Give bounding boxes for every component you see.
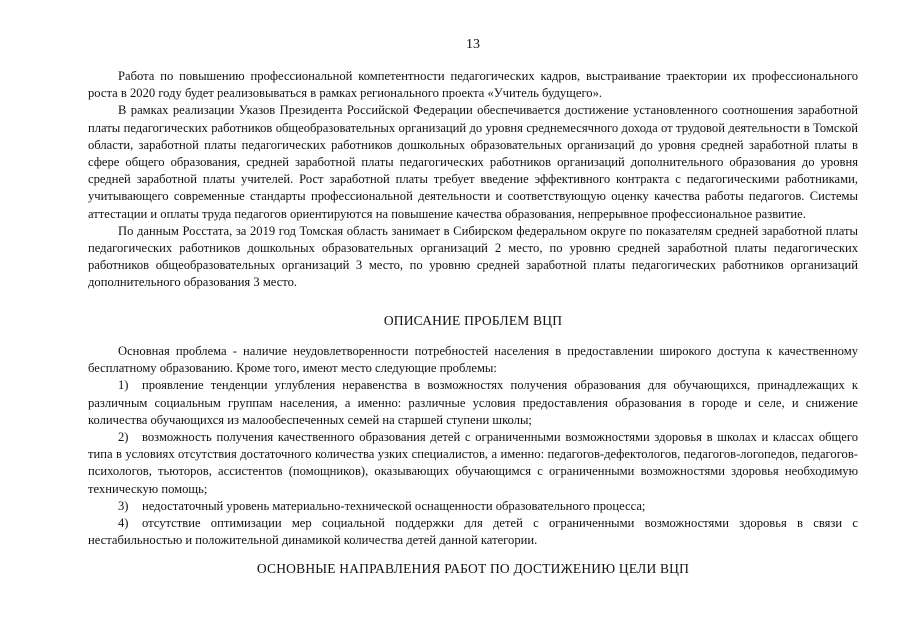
list-item-number: 4) xyxy=(118,516,129,531)
problem-list-item-2 xyxy=(88,429,858,498)
document-page xyxy=(88,0,858,640)
paragraph-salary-decrees: В рамках реализации Указов Президента Российской Федерации обеспечивается достижение установленного соотношения заработной платы педагогических работников общеобразовательных организаций до уровня среднемесячного дохода от трудовой деятельности в Томской области, заработной платы педагогических работников дошкольных образовательных организаций до уровня средней заработной платы в сфере общего образования, средней заработной платы педагогических работников организаций дополнительного образования до уровня средней заработной платы учителей. Рост заработной платы требует введение эффективного контракта с педагогическими работниками, учитывающего современные стандарты профессиональной деятельности и соответствующую оценку качества работы педагогов. Системы аттестации и оплаты труда педагогов ориентируются на повышение качества образования, непрерывное профессиональное развитие. xyxy=(88,103,858,221)
heading-problems: ОПИСАНИЕ ПРОБЛЕМ ВЦП xyxy=(383,313,563,328)
problem-list-item-1 xyxy=(88,377,858,429)
intro-section xyxy=(88,68,858,292)
paragraph-professional-growth: Работа по повышению профессиональной компетентности педагогических кадров, выстраивание траектории их профессионального роста в 2020 году будет реализовываться в рамках регионального проекта «Учитель будущего». xyxy=(88,69,858,101)
list-item-text: недостаточный уровень материально-технической оснащенности образовательного процесса; xyxy=(142,498,646,513)
list-item-text: проявление тенденции углубления неравенства в возможностях получения образования для обучающихся, принадлежащих к различным социальным группам населения, а именно: различные условия предоставления образования в городе и селе, и снижение количества обучающихся из малообеспеченных семей на старшей ступени школы; xyxy=(88,378,858,427)
paragraph-main-problem: Основная проблема - наличие неудовлетворенности потребностей населения в предоставлении широкого доступа к качественному бесплатному образованию. Кроме того, имеют место следующие проблемы: xyxy=(88,344,858,376)
paragraph-rosstat-ranking: По данным Росстата, за 2019 год Томская область занимает в Сибирском федеральном округе по показателям средней заработной платы педагогических работников дошкольных образовательных организаций 2 место, по уровню средней заработной платы педагогических работников общеобразовательных организаций 3 место, по уровню средней заработной платы педагогических работников организаций дополнительного образования 3 место. xyxy=(88,223,858,290)
problem-list-item-4 xyxy=(88,515,858,549)
problem-list-item-3 xyxy=(88,498,858,515)
heading-directions: ОСНОВНЫЕ НАПРАВЛЕНИЯ РАБОТ ПО ДОСТИЖЕНИЮ ЦЕЛИ ВЦП xyxy=(256,561,690,576)
list-item-text: отсутствие оптимизации мер социальной поддержки для детей с ограниченными возможностями здоровья в связи с нестабильностью и положительной динамикой количества детей данной категории. xyxy=(88,516,858,548)
problems-section xyxy=(88,343,858,549)
list-item-number: 1) xyxy=(118,378,129,393)
list-item-text: возможность получения качественного образования детей с ограниченными возможностями здоровья в школах и классах общего типа в условиях отсутствия достаточного количества узких специалистов, а именно: педагогов-дефектологов, педагогов-логопедов, педагогов-психологов, тьюторов, ассистентов (помощников), оказывающих обучающимся с ограниченными возможностями здоровья необходимую техническую помощь; xyxy=(88,430,858,496)
list-item-number: 3) xyxy=(118,498,129,513)
list-item-number: 2) xyxy=(118,430,129,445)
page-number: 13 xyxy=(466,37,480,52)
